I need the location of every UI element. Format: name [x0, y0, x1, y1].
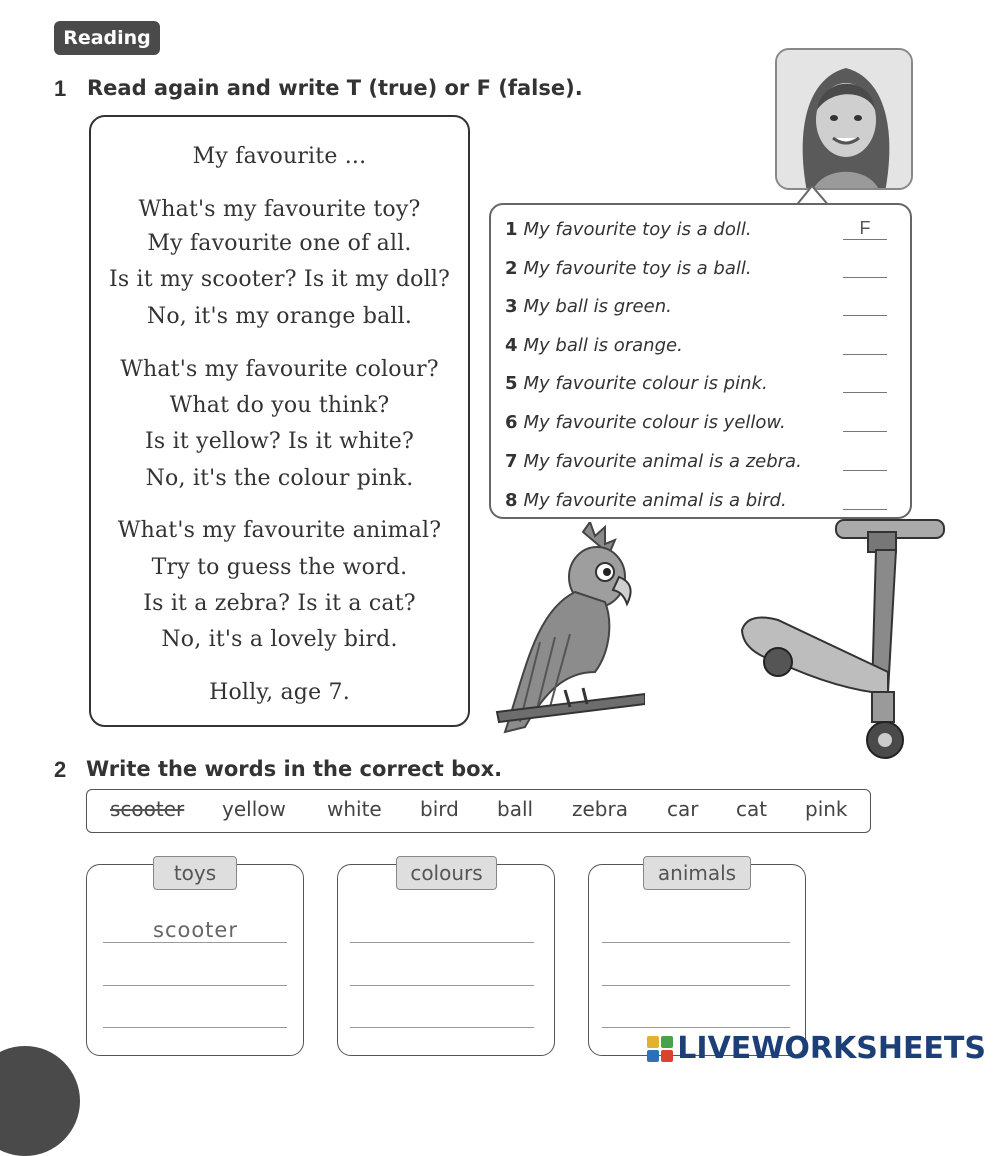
- category-example-word: scooter: [153, 918, 238, 942]
- answer-field-2[interactable]: [843, 255, 887, 278]
- statement-5: 5 My favourite colour is pink.: [505, 373, 768, 394]
- statements-bubble: [489, 203, 912, 519]
- poem-line: My favourite one of all.: [147, 231, 412, 256]
- answer-field-6[interactable]: [843, 409, 887, 432]
- statement-4: 4 My ball is orange.: [505, 335, 683, 356]
- section-badge-reading: Reading: [54, 21, 160, 55]
- liveworksheets-grid-icon: [647, 1036, 673, 1062]
- word-bank-word[interactable]: white: [327, 797, 382, 821]
- girl-portrait-image: [777, 50, 913, 190]
- exercise-2-number: 2: [54, 757, 67, 782]
- word-bank-word[interactable]: ball: [497, 797, 534, 821]
- category-label-toys: toys: [153, 856, 237, 890]
- answer-field-7[interactable]: [843, 448, 887, 471]
- word-bank-word[interactable]: yellow: [222, 797, 286, 821]
- poem-line: What's my favourite toy?: [138, 197, 421, 222]
- poem-line: Is it a zebra? Is it a cat?: [143, 591, 416, 616]
- answer-line[interactable]: [103, 942, 287, 943]
- statement-7: 7 My favourite animal is a zebra.: [505, 451, 802, 472]
- statement-6: 6 My favourite colour is yellow.: [505, 412, 786, 433]
- category-label-animals: animals: [643, 856, 751, 890]
- poem-line: What's my favourite colour?: [120, 357, 439, 382]
- answer-line[interactable]: [602, 1027, 790, 1028]
- girl-photo: [775, 48, 913, 190]
- poem-line: What's my favourite animal?: [117, 518, 442, 543]
- poem-line: No, it's my orange ball.: [146, 304, 413, 329]
- poem-line: Is it my scooter? Is it my doll?: [108, 267, 451, 292]
- answer-line[interactable]: [103, 1027, 287, 1028]
- answer-line[interactable]: [350, 1027, 534, 1028]
- answer-line[interactable]: [103, 985, 287, 986]
- statement-2: 2 My favourite toy is a ball.: [505, 258, 752, 279]
- answer-line[interactable]: [350, 985, 534, 986]
- exercise-1-number: 1: [54, 76, 67, 101]
- exercise-2-instruction: Write the words in the correct box.: [86, 757, 503, 781]
- poem-line: Try to guess the word.: [151, 555, 408, 580]
- page-corner-decoration: [0, 1046, 80, 1156]
- word-bank-word[interactable]: pink: [805, 797, 848, 821]
- statement-3: 3 My ball is green.: [505, 296, 672, 317]
- poem-signature: Holly, age 7.: [209, 680, 350, 705]
- answer-field-8[interactable]: [843, 487, 887, 510]
- category-label-colours: colours: [396, 856, 497, 890]
- word-bank-word[interactable]: car: [667, 797, 699, 821]
- answer-line[interactable]: [602, 942, 790, 943]
- word-bank-word[interactable]: cat: [736, 797, 768, 821]
- exercise-1-instruction: Read again and write T (true) or F (false).: [87, 76, 583, 100]
- poem-box: [89, 115, 470, 727]
- poem-line: No, it's a lovely bird.: [161, 627, 398, 652]
- word-bank-word[interactable]: zebra: [572, 797, 628, 821]
- parrot-illustration: [495, 522, 645, 747]
- answer-field-1[interactable]: F: [843, 217, 887, 240]
- answer-field-3[interactable]: [843, 293, 887, 316]
- scooter-illustration: [738, 512, 946, 762]
- liveworksheets-logo-text: LIVEWORKSHEETS: [677, 1031, 986, 1066]
- statement-1: 1 My favourite toy is a doll.: [505, 219, 752, 240]
- poem-line: No, it's the colour pink.: [145, 466, 414, 491]
- poem-title: My favourite ...: [192, 144, 367, 169]
- word-bank-word[interactable]: bird: [420, 797, 459, 821]
- answer-field-4[interactable]: [843, 332, 887, 355]
- answer-line[interactable]: [602, 985, 790, 986]
- answer-field-5[interactable]: [843, 370, 887, 393]
- poem-line: Is it yellow? Is it white?: [145, 429, 414, 454]
- statement-8: 8 My favourite animal is a bird.: [505, 490, 787, 511]
- liveworksheets-logo[interactable]: [647, 1031, 986, 1066]
- answer-line[interactable]: [350, 942, 534, 943]
- poem-line: What do you think?: [169, 393, 390, 418]
- word-bank-word[interactable]: scooter: [110, 797, 185, 821]
